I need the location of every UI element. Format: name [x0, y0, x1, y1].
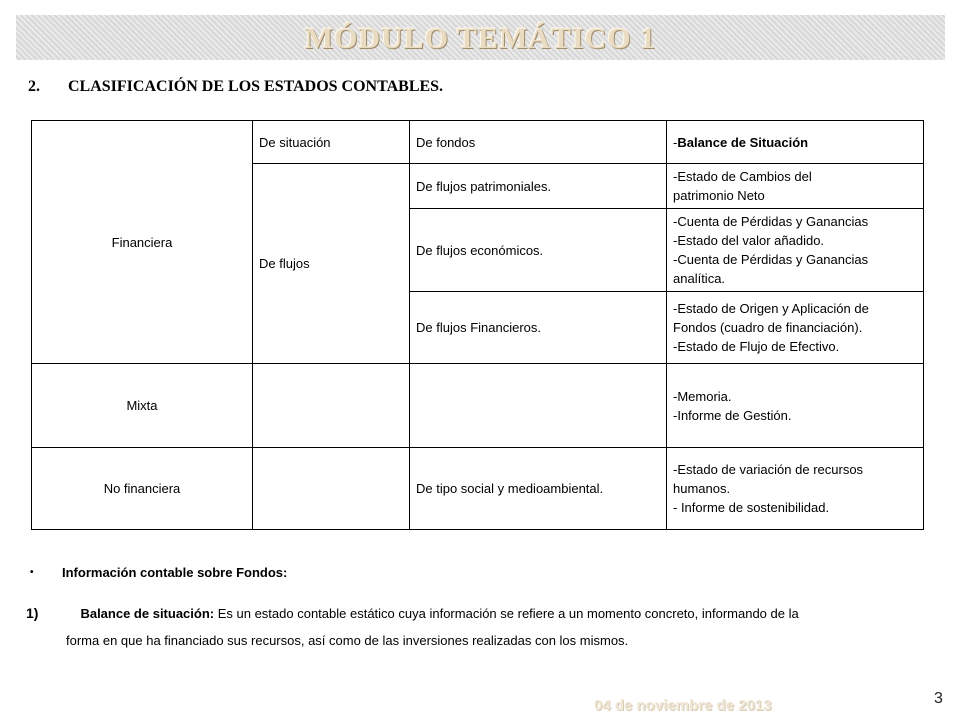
table-row	[32, 448, 924, 530]
bold-text: Balance de Situación	[677, 134, 809, 150]
cell-flujos-patrimoniales: De flujos patrimoniales.	[410, 164, 667, 209]
cell-financiera: Financiera	[32, 121, 253, 364]
definition-paragraph	[26, 600, 936, 654]
cell-flujos-economicos: De flujos económicos.	[410, 209, 667, 292]
classification-table	[31, 120, 924, 530]
cell-empty	[253, 364, 410, 448]
cell-statements	[667, 364, 924, 448]
term: Balance de situación:	[80, 606, 215, 621]
dash: -	[673, 134, 678, 150]
cell-no-financiera: No financiera	[32, 448, 253, 530]
cell-de-flujos: De flujos	[253, 164, 410, 364]
table-row	[32, 121, 924, 164]
statement-line: -Estado de variación de recursos	[673, 462, 864, 477]
statement-line: -Informe de Gestión.	[673, 407, 792, 423]
statement-line: - Informe de sostenibilidad.	[673, 500, 830, 515]
definition-continuation: forma en que ha financiado sus recursos, así como de las inversiones realizadas con los mismos.	[66, 633, 629, 648]
statement-line: -Estado del valor añadido.	[673, 233, 825, 248]
cell-de-situacion: De situación	[253, 121, 410, 164]
definition-text: Es un estado contable estático cuya información se refiere a un momento concreto, informando de la	[214, 606, 799, 621]
statement-line: -Estado de Origen y Aplicación de	[673, 301, 869, 316]
cell-tipo-social: De tipo social y medioambiental.	[410, 448, 667, 530]
statement-line: -Estado de Flujo de Efectivo.	[673, 339, 840, 354]
cell-statements	[667, 209, 924, 292]
statement-line: analítica.	[673, 271, 726, 286]
statement-line: patrimonio Neto	[673, 188, 765, 203]
cell-balance	[667, 121, 924, 164]
bullet-text: Información contable sobre Fondos:	[62, 565, 288, 580]
statement-line: -Cuenta de Pérdidas y Ganancias	[673, 214, 869, 229]
module-title: MÓDULO TEMÁTICO 1	[304, 22, 657, 55]
cell-de-fondos: De fondos	[410, 121, 667, 164]
statement-line: -Estado de Cambios del	[673, 169, 812, 184]
statement-line: -Cuenta de Pérdidas y Ganancias	[673, 252, 869, 267]
statement-line: -Memoria.	[673, 388, 732, 404]
cell-statements	[667, 164, 924, 209]
cell-empty	[253, 448, 410, 530]
cell-empty	[410, 364, 667, 448]
footer-date: 04 de noviembre de 2013	[594, 697, 772, 714]
item-number: 1)	[26, 605, 39, 621]
cell-statements	[667, 292, 924, 364]
statement-line: humanos.	[673, 481, 731, 496]
section-heading	[28, 78, 443, 96]
statement-line: Fondos (cuadro de financiación).	[673, 320, 863, 335]
cell-mixta: Mixta	[32, 364, 253, 448]
title-banner	[16, 15, 945, 60]
cell-flujos-financieros: De flujos Financieros.	[410, 292, 667, 364]
bullet-icon: •	[30, 567, 34, 578]
table-row	[32, 364, 924, 448]
section-number: 2.	[28, 78, 40, 95]
page-number: 3	[934, 690, 943, 707]
section-title: CLASIFICACIÓN DE LOS ESTADOS CONTABLES.	[68, 78, 444, 95]
bullet-item	[30, 565, 287, 580]
cell-statements	[667, 448, 924, 530]
